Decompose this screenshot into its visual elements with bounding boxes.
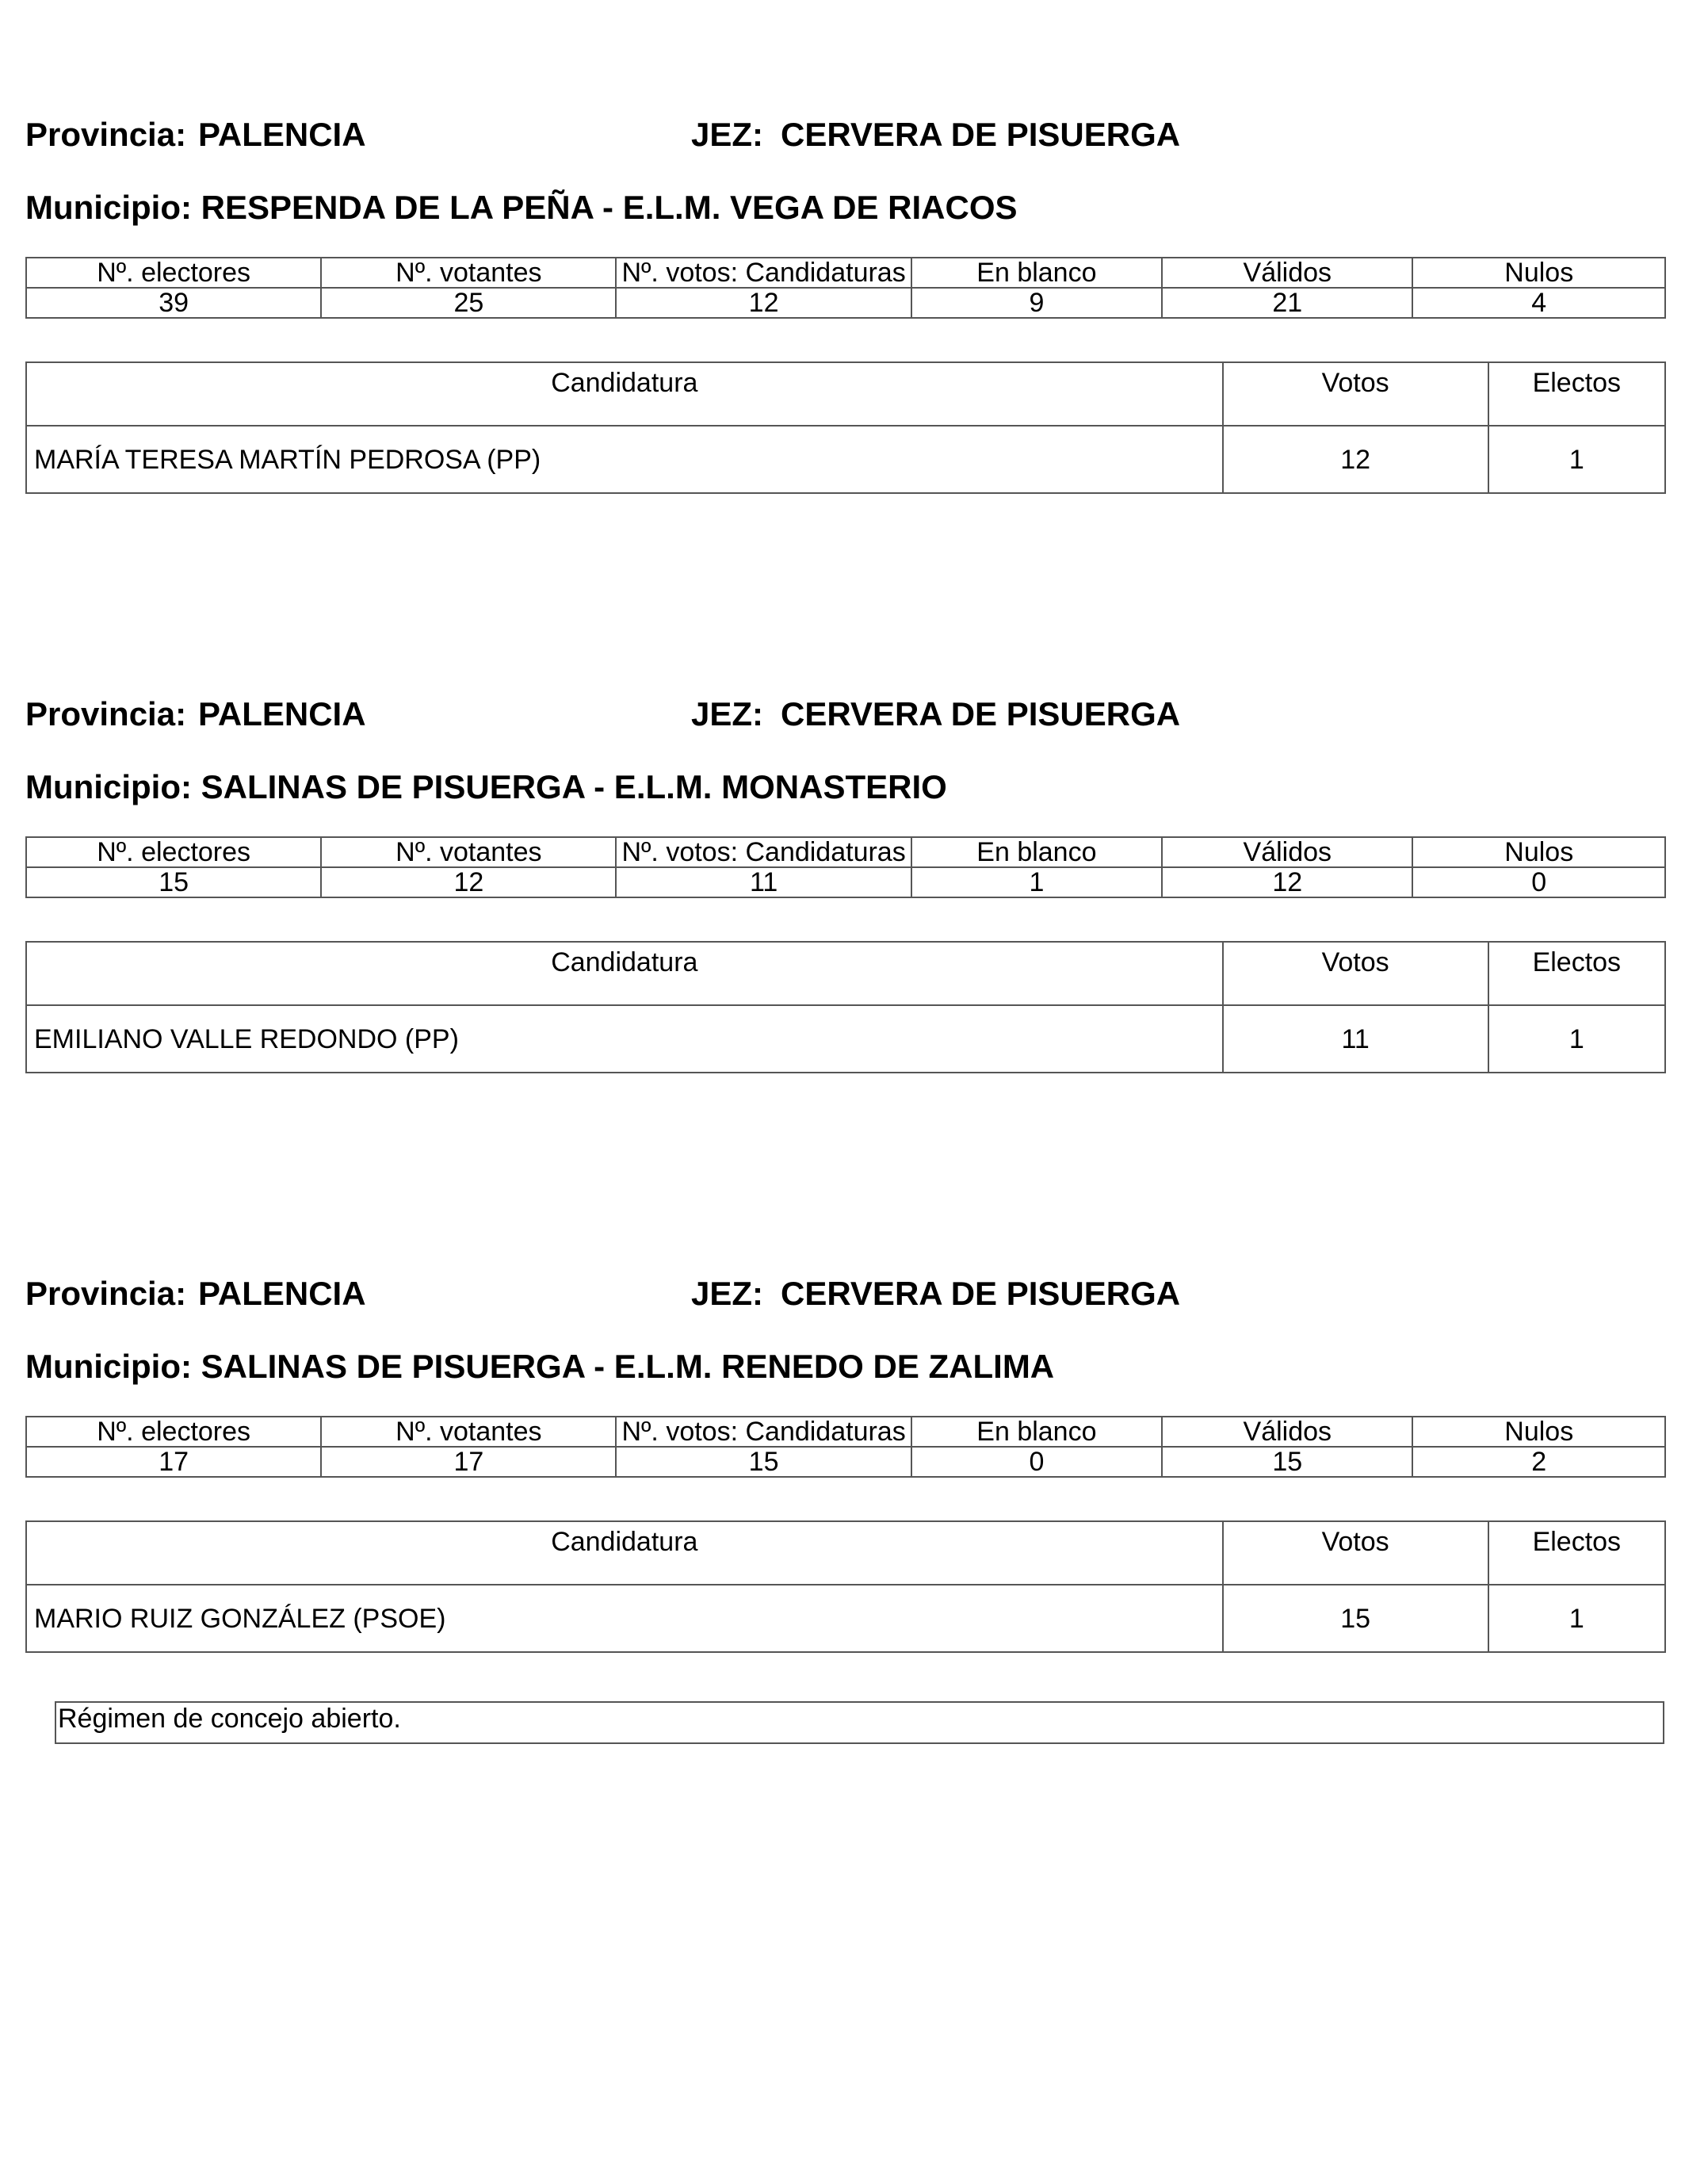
stats-header: Nº. votantes <box>321 837 616 867</box>
stats-value: 17 <box>321 1447 616 1477</box>
candidates-table <box>25 361 1666 494</box>
municipio-value: RESPENDA DE LA PEÑA - E.L.M. VEGA DE RIACOS <box>201 189 1018 226</box>
candidates-header-row <box>26 362 1665 426</box>
stats-value: 15 <box>1162 1447 1412 1477</box>
jez-label: JEZ: <box>691 695 764 732</box>
stats-header: Nulos <box>1412 1417 1665 1447</box>
provincia-label: Provincia: <box>25 116 187 153</box>
stats-header: Nº. votos: Candidaturas <box>616 258 911 288</box>
municipio-value: SALINAS DE PISUERGA - E.L.M. RENEDO DE ZALIMA <box>201 1348 1055 1385</box>
jez-value: CERVERA DE PISUERGA <box>781 116 1181 153</box>
candidate-name: MARIO RUIZ GONZÁLEZ (PSOE) <box>26 1585 1223 1652</box>
stats-value: 1 <box>911 867 1162 897</box>
votos-header: Votos <box>1223 942 1488 1005</box>
candidate-name: EMILIANO VALLE REDONDO (PP) <box>26 1005 1223 1073</box>
stats-table <box>25 1416 1666 1478</box>
stats-header: Nº. votantes <box>321 1417 616 1447</box>
stats-table <box>25 836 1666 898</box>
stats-header-row <box>26 258 1665 288</box>
stats-value: 2 <box>1412 1447 1665 1477</box>
stats-header: Válidos <box>1162 837 1412 867</box>
stats-value: 17 <box>26 1447 321 1477</box>
municipio-heading <box>25 1348 1054 1386</box>
stats-header: Nº. electores <box>26 837 321 867</box>
stats-header: Nº. electores <box>26 258 321 288</box>
candidates-header-row <box>26 1521 1665 1585</box>
electos-header: Electos <box>1488 1521 1665 1585</box>
table-row <box>26 1005 1665 1073</box>
municipio-label: Municipio: <box>25 1348 192 1385</box>
stats-value: 12 <box>321 867 616 897</box>
provincia-value: PALENCIA <box>198 695 366 732</box>
jez-label: JEZ: <box>691 116 764 153</box>
municipio-label: Municipio: <box>25 768 192 805</box>
candidatura-header: Candidatura <box>26 1521 1223 1585</box>
candidates-header-row <box>26 942 1665 1005</box>
candidate-votes: 11 <box>1223 1005 1488 1073</box>
stats-value: 12 <box>1162 867 1412 897</box>
stats-value: 4 <box>1412 288 1665 318</box>
stats-header: En blanco <box>911 1417 1162 1447</box>
municipio-value: SALINAS DE PISUERGA - E.L.M. MONASTERIO <box>201 768 947 805</box>
stats-value: 9 <box>911 288 1162 318</box>
stats-header: Nº. votantes <box>321 258 616 288</box>
jez-value: CERVERA DE PISUERGA <box>781 695 1181 732</box>
stats-header-row <box>26 1417 1665 1447</box>
candidatura-header: Candidatura <box>26 362 1223 426</box>
votos-header: Votos <box>1223 362 1488 426</box>
stats-value: 0 <box>911 1447 1162 1477</box>
stats-value-row <box>26 867 1665 897</box>
stats-header: Válidos <box>1162 1417 1412 1447</box>
municipio-label: Municipio: <box>25 189 192 226</box>
candidate-elected: 1 <box>1488 1005 1665 1073</box>
stats-header: En blanco <box>911 837 1162 867</box>
stats-value: 39 <box>26 288 321 318</box>
stats-header-row <box>26 837 1665 867</box>
result-block <box>0 1159 1685 1714</box>
stats-header: En blanco <box>911 258 1162 288</box>
result-block <box>0 0 1685 555</box>
municipio-heading <box>25 768 947 806</box>
note-box: Régimen de concejo abierto. <box>55 1701 1664 1744</box>
stats-header: Nº. votos: Candidaturas <box>616 1417 911 1447</box>
stats-value: 0 <box>1412 867 1665 897</box>
candidate-name: MARÍA TERESA MARTÍN PEDROSA (PP) <box>26 426 1223 493</box>
candidate-votes: 15 <box>1223 1585 1488 1652</box>
result-block <box>0 579 1685 1134</box>
stats-header: Nulos <box>1412 837 1665 867</box>
votos-header: Votos <box>1223 1521 1488 1585</box>
provincia-label: Provincia: <box>25 695 187 732</box>
electos-header: Electos <box>1488 362 1665 426</box>
candidatura-header: Candidatura <box>26 942 1223 1005</box>
stats-header: Válidos <box>1162 258 1412 288</box>
stats-value: 11 <box>616 867 911 897</box>
stats-value: 15 <box>616 1447 911 1477</box>
jez-value: CERVERA DE PISUERGA <box>781 1275 1181 1312</box>
candidates-table <box>25 1520 1666 1653</box>
candidate-elected: 1 <box>1488 1585 1665 1652</box>
stats-value: 12 <box>616 288 911 318</box>
stats-table <box>25 257 1666 319</box>
stats-value: 21 <box>1162 288 1412 318</box>
stats-value-row <box>26 288 1665 318</box>
stats-value: 15 <box>26 867 321 897</box>
municipio-heading <box>25 189 1018 227</box>
stats-header: Nº. votos: Candidaturas <box>616 837 911 867</box>
stats-header: Nº. electores <box>26 1417 321 1447</box>
provincia-label: Provincia: <box>25 1275 187 1312</box>
stats-header: Nulos <box>1412 258 1665 288</box>
stats-value: 25 <box>321 288 616 318</box>
stats-value-row <box>26 1447 1665 1477</box>
candidate-votes: 12 <box>1223 426 1488 493</box>
candidate-elected: 1 <box>1488 426 1665 493</box>
provincia-value: PALENCIA <box>198 1275 366 1312</box>
table-row <box>26 426 1665 493</box>
electos-header: Electos <box>1488 942 1665 1005</box>
provincia-value: PALENCIA <box>198 116 366 153</box>
jez-label: JEZ: <box>691 1275 764 1312</box>
candidates-table <box>25 941 1666 1073</box>
table-row <box>26 1585 1665 1652</box>
